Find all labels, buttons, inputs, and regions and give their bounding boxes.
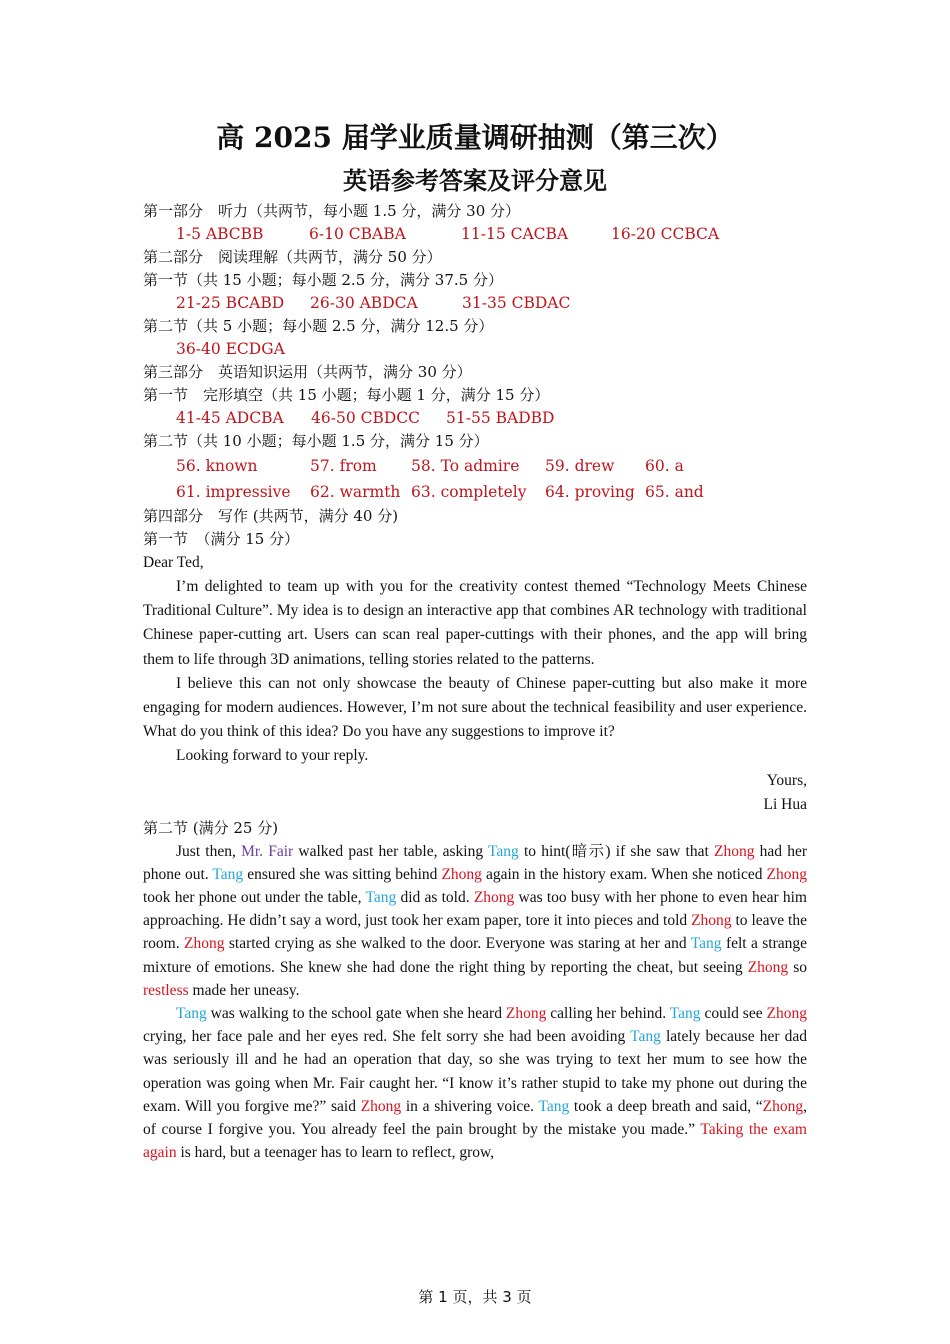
part3-heading: 第三部分 英语知识运用（共两节，满分 30 分） (143, 363, 472, 381)
highlighted-name: Mr. Fair (241, 842, 294, 860)
letter-closing: Yours, (766, 771, 807, 789)
highlighted-name: Tang (176, 1005, 207, 1023)
highlighted-name: Zhong (505, 1005, 547, 1023)
fill-answer: 63. completely (411, 483, 527, 501)
answer-group: 46-50 CBDCC (311, 409, 421, 427)
highlighted-name: Zhong (691, 912, 732, 930)
fill-answer: 60. a (645, 457, 684, 475)
part1-heading: 第一部分 听力（共两节，每小题 1.5 分，满分 30 分） (143, 202, 521, 220)
fill-answer: 61. impressive (176, 483, 291, 501)
fill-answer: 58. To admire (411, 457, 520, 475)
answer-group: 21-25 BCABD (176, 294, 285, 312)
highlighted-name: Tang (630, 1028, 661, 1046)
page-title: 高 2025 届学业质量调研抽测（第三次） (216, 121, 734, 154)
letter-paragraph: I’m delighted to team up with you for the creativity contest themed “Technology Meets Chinese Traditional Culture”. My idea is to design an interactive app that combines AR technology with traditional Chinese paper-cutting art. Users can scan real paper-cuttings with their phones, and the app will bring them to life through 3D animations, telling stories related to the patterns. (143, 578, 807, 668)
highlighted-name: Tang (212, 865, 244, 883)
answer-group: 36-40 ECDGA (176, 340, 285, 358)
fill-answer: 64. proving (545, 483, 635, 501)
fill-answer: 59. drew (545, 457, 615, 475)
letter-greeting: Dear Ted, (143, 554, 204, 571)
highlighted-name: Zhong (713, 842, 755, 860)
essay-paragraph: Just then, Mr. Fair walked past her table, asking Tang to hint(暗示) if she saw that Zhong had her phone out. Tang ensured she was sitting behind Zhong again in the history exam. When she noticed Zhong took her phone out under the table, Tang did as told. Zhong was too busy with her phone to even hear him approaching. He didn’t say a word, just took her exam paper, tore it into pieces and told Zhong to leave the room. Zhong started crying as she walked to the door. Everyone was staring at her and Tang felt a strange mixture of emotions. She knew she had done the right thing by reporting the cheat, but seeing Zhong so restless made her uneasy. (143, 842, 808, 999)
fill-answer: 65. and (645, 483, 704, 501)
answer-group: 51-55 BADBD (446, 409, 555, 427)
highlighted-name: Tang (669, 1005, 701, 1023)
part1-answers (143, 223, 807, 246)
highlighted-name: restless (143, 981, 189, 999)
part3-section2-heading: 第二节（共 10 小题；每小题 1.5 分，满分 15 分） (143, 432, 489, 450)
highlighted-name: Zhong (747, 958, 789, 976)
essay-paragraph: Tang was walking to the school gate when she heard Zhong calling her behind. Tang could see Zhong crying, her face pale and her eyes red. She felt sorry she had been avoiding Tang lately because her dad was seriously ill and he had an operation that day, so she was trying to text her mum to see how the operation was going when Mr. Fair caught her. “I know it’s rather stupid to take my phone out during the exam. Will you forgive me?” said Zhong in a shivering voice. Tang took a deep breath and said, “Zhong, of course I forgive you. You already feel the pain brought by the mistake you made.” Taking the exam again is hard, but a teenager has to learn to reflect, grow, (143, 1005, 808, 1162)
part2-section1-answers (143, 292, 807, 315)
highlighted-name: Zhong (184, 935, 225, 953)
highlighted-name: Tang (690, 935, 722, 953)
answer-group: 16-20 CCBCA (611, 225, 720, 243)
highlighted-name: Zhong (441, 865, 482, 883)
highlighted-name: Zhong (360, 1097, 402, 1115)
part3-section1-answers (143, 407, 807, 430)
highlighted-name: Zhong (473, 889, 515, 907)
highlighted-name: Zhong (766, 865, 807, 883)
fill-answer: 56. known (176, 457, 258, 475)
answer-group: 41-45 ADCBA (176, 409, 284, 427)
answer-group: 11-15 CACBA (461, 225, 569, 243)
highlighted-name: Tang (488, 842, 519, 860)
part2-heading: 第二部分 阅读理解（共两节，满分 50 分） (143, 248, 442, 266)
part4-section2-heading: 第二节 (满分 25 分) (143, 818, 279, 837)
answer-group: 31-35 CBDAC (462, 294, 571, 312)
highlighted-name: Zhong (762, 1097, 804, 1115)
page-number: 第 1 页，共 3 页 (418, 1288, 532, 1306)
part4-section1-heading: 第一节 （满分 15 分） (143, 530, 300, 548)
fill-answer: 57. from (310, 457, 377, 475)
part2-section1-heading: 第一节（共 15 小题；每小题 2.5 分，满分 37.5 分） (143, 271, 503, 289)
answer-group: 26-30 ABDCA (310, 294, 418, 312)
part3-section2-row1 (143, 453, 807, 479)
highlighted-name: Tang (365, 889, 397, 907)
fill-answer: 62. warmth (310, 483, 401, 501)
part2-section2-answers (143, 338, 807, 361)
answer-key-page (143, 118, 807, 1164)
answer-group: 1-5 ABCBB (176, 225, 264, 243)
sample-continuation (143, 840, 807, 1165)
letter-paragraph: I believe this can not only showcase the beauty of Chinese paper-cutting but also make it more engaging for modern audiences. However, I’m not sure about the technical feasibility and user experience. What do you think of this idea? Do you have any suggestions to improve it? (143, 674, 807, 741)
letter-paragraph: Looking forward to your reply. (176, 747, 369, 765)
part3-section1-heading: 第一节 完形填空（共 15 小题；每小题 1 分，满分 15 分） (143, 386, 550, 404)
highlighted-name: Tang (538, 1097, 570, 1115)
highlighted-name: Taking the exam again (143, 1121, 807, 1162)
part3-section2-row2 (143, 479, 807, 505)
part2-section2-heading: 第二节（共 5 小题；每小题 2.5 分，满分 12.5 分） (143, 317, 494, 335)
part4-heading: 第四部分 写作 (共两节，满分 40 分) (143, 507, 399, 525)
sample-letter (143, 551, 807, 817)
letter-signature: Li Hua (763, 795, 807, 813)
page-subtitle: 英语参考答案及评分意见 (343, 166, 607, 195)
highlighted-name: Zhong (766, 1005, 807, 1023)
answer-group: 6-10 CBABA (309, 225, 406, 243)
